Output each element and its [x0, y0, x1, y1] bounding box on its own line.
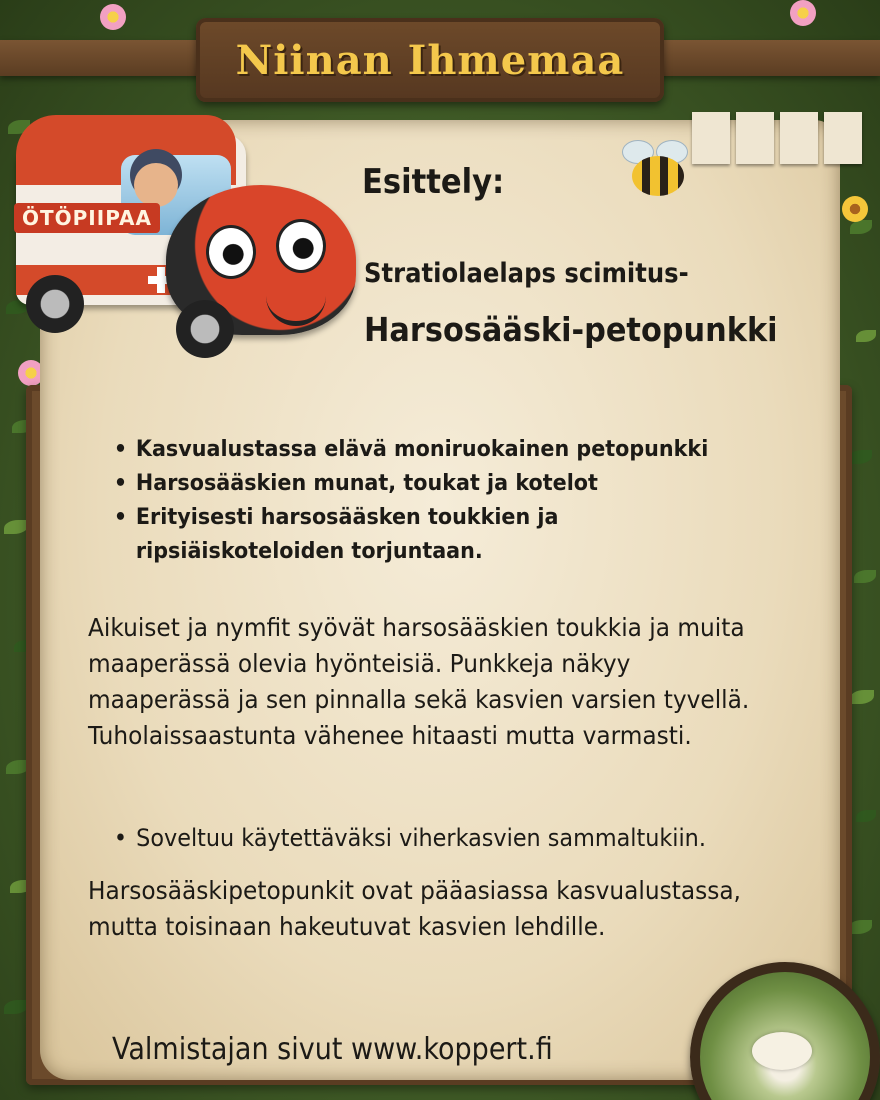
intro-heading: Esittely: — [362, 162, 505, 202]
mite-icon — [752, 1032, 812, 1070]
manufacturer-link[interactable]: Valmistajan sivut www.koppert.fi — [112, 1032, 553, 1067]
scientific-name: Stratiolaelaps scimitus- — [364, 258, 689, 289]
list-item: • Erityisesti harsosääsken toukkien ja ripsiäiskoteloiden torjuntaan. — [112, 500, 719, 568]
title-sign — [196, 18, 664, 102]
list-item: • Harsosääskien munat, toukat ja kotelot — [112, 466, 719, 500]
bee-icon — [618, 140, 690, 196]
list-item: • Soveltuu käytettäväksi viherkasvien sammaltukiin. — [112, 820, 782, 856]
description-paragraph: Aikuiset ja nymfit syövät harsosääskien toukkia ja muita maaperässä olevia hyönteisiä. Punkkeja näkyy maaperässä ja sen pinnalla sekä kasvien varsien tyvellä. Tuholaissaastunta vähenee hitaasti mutta varmasti. — [88, 613, 750, 750]
van-label: ÖTÖPIIPAA — [14, 203, 160, 233]
list-item: • Kasvualustassa elävä moniruokainen petopunkki — [112, 432, 719, 466]
driver-figure — [134, 163, 178, 207]
key-points-list — [112, 432, 719, 568]
usage-list — [112, 820, 782, 856]
habitat-paragraph: Harsosääskipetopunkit ovat pääasiassa kasvualustassa, mutta toisinaan hakeutuvat kasvien lehdille. — [88, 876, 741, 941]
hanging-notes — [690, 100, 865, 180]
sign-title: Niinan Ihmemaa — [235, 36, 625, 84]
common-name: Harsosääski-petopunkki — [364, 310, 778, 349]
ladybug-ambulance-illustration — [6, 115, 356, 365]
